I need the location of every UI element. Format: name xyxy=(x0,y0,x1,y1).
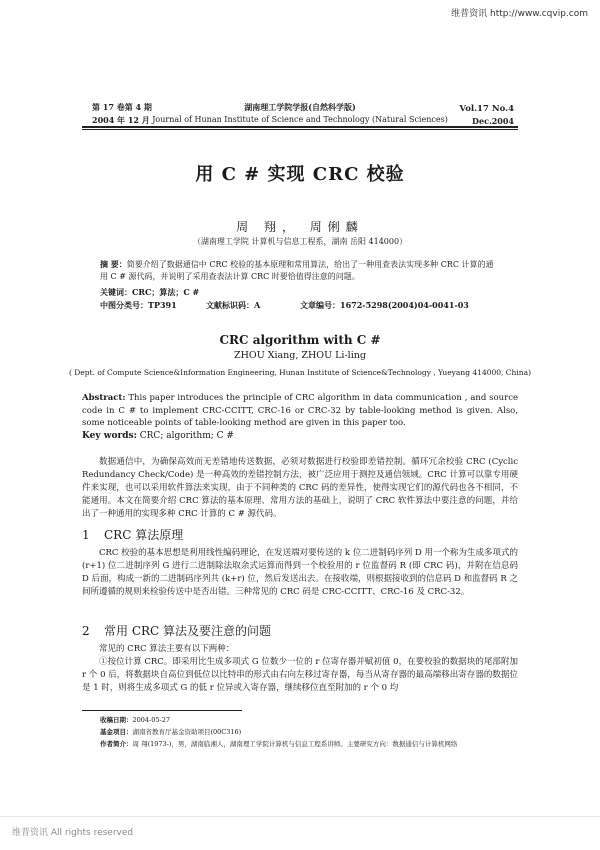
section-1-body xyxy=(82,547,518,599)
authors-en: ZHOU Xiang, ZHOU Li-ling xyxy=(234,350,366,361)
keywords-en xyxy=(82,431,234,441)
abstract-en xyxy=(82,392,518,430)
watermark-top: 维普资讯 http://www.cqvip.com xyxy=(451,9,588,19)
doc-code xyxy=(206,300,260,311)
keywords-zh xyxy=(100,286,500,298)
keywords-en-label: Key words: xyxy=(82,431,137,441)
article-number xyxy=(300,300,469,311)
page-title-en: CRC algorithm with C # xyxy=(219,333,381,347)
footnotes xyxy=(100,714,520,750)
abstract-en-label: Abstract: xyxy=(82,393,126,403)
doc-value: A xyxy=(254,300,261,310)
keywords-en-text: CRC; algorithm; C # xyxy=(139,431,234,441)
page-title-zh: 用 C # 实现 CRC 校验 xyxy=(195,164,405,185)
affiliation-en: ( Dept. of Compute Science&Information Engineering, Hunan Institute of Science&Technology , Yueyang 414000, China) xyxy=(68,368,531,377)
abstract-zh-text: 简要介绍了数据通信中 CRC 校验的基本原理和常用算法，给出了一种用查表法实现多种 CRC 计算的通用 C # 源代码，并说明了采用查表法计算 CRC 时要恰值得注意的问题。 xyxy=(100,260,494,281)
intro-paragraph xyxy=(82,456,518,521)
author-bio-label: 作者简介： xyxy=(100,740,133,748)
keywords-zh-text: CRC；算法；C # xyxy=(132,287,200,297)
section-2-paragraph: ①按位计算 CRC。即采用比生成多项式 G 位数少一位的 r 位寄存器并赋初值 0，在要校验的数据块的尾部附加 r 个 0 后，将数据块自高位到低位以比特串的形式由右向左移过寄存器，每当从寄存器的最高端移出寄存器的数据位是 1 时，则将生成多项式 G 的低 r 位异或入寄存器，继续移位直至附加的 r 个 0 均 xyxy=(82,657,518,693)
footnote-received xyxy=(100,714,520,726)
header-volume-zh: 第 17 卷第 4 期 xyxy=(92,102,152,112)
affiliation-zh: （湖南理工学院 计算机与信息工程系，湖南 岳阳 414000） xyxy=(192,237,408,246)
received-label: 收稿日期： xyxy=(100,716,133,724)
clc-label: 中图分类号： xyxy=(100,300,148,310)
section-2-number: 2 xyxy=(82,624,90,638)
section-1-heading xyxy=(82,526,183,543)
abstract-en-text: This paper introduces the principle of CRC algorithm in data communication , and source code in C # to implement CRC-CCITT, CRC-16 or CRC-32 by table-looking method is given. Also, some noticeable points of table-looking method are given in this paper too. xyxy=(82,393,518,428)
section-1-number: 1 xyxy=(82,528,90,542)
header-date-en: Dec.2004 xyxy=(472,116,514,126)
abstract-zh-label: 摘 要： xyxy=(100,259,127,269)
footnote-fund xyxy=(100,726,520,738)
keywords-zh-label: 关键词： xyxy=(100,287,132,297)
intro-text: 数据通信中，为确保高效而无差错地传送数据，必须对数据进行校验即差错控制。循环冗余校验 CRC (Cyclic Redundancy Check/Code) 是一种高效的差错控制方法，被广泛应用于测控及通信领域。CRC 计算可以靠专用硬件来实现，也可以采用软件算法来实现，由于不同种类的 CRC 码的差异性，使得实现它们的源代码也各不相同，不能通用。本文在简要介绍 CRC 算法的基本原理、常用方法的基础上，说明了 CRC 软件算法中要注意的问题，并给出了一种通用的实现多种 CRC 计算的 C # 源代码。 xyxy=(82,457,518,519)
section-2-heading xyxy=(82,622,271,639)
abstract-zh xyxy=(100,258,500,283)
section-2-intro: 常见的 CRC 算法主要有以下两种： xyxy=(99,644,235,654)
bottom-divider xyxy=(0,816,600,817)
header-journal-en: Journal of Hunan Institute of Science and Technology (Natural Sciences) xyxy=(152,115,448,124)
header-volume-en: Vol.17 No.4 xyxy=(459,104,514,114)
footnote-rule xyxy=(82,710,242,711)
section-2-body xyxy=(82,643,518,695)
section-1-text: CRC 校验的基本思想是利用线性编码理论，在发送端对要传送的 k 位二进制码序列 D 用一个称为生成多项式的 (r+1) 位二进制序列 G 进行二进制除法取余式运算而得到一个校验用的 r 位监督码 R (即 CRC 码)，并附在信息码 D 后面，构成一新的二进制码序列共 (k+r) 位，然后发送出去。在接收端，则根据接收到的信息码 D 和监督码 R 之间所遵循的规则来检验传送中是否出错。三种常见的 CRC 码是 CRC-CCITT、CRC-16 及 CRC-32。 xyxy=(82,548,518,597)
section-2-title: 常用 CRC 算法及要注意的问题 xyxy=(104,624,272,638)
header-rule xyxy=(82,126,518,128)
clc-number xyxy=(100,300,177,311)
doc-label: 文献标识码： xyxy=(206,300,254,310)
author-bio-value: 周 翔(1973-)，男，湖南临湘人，湖南理工学院计算机与信息工程系讲师。主要研究方向：数据通信与计算机网络 xyxy=(132,740,458,748)
article-value: 1672-5298(2004)04-0041-03 xyxy=(340,300,469,310)
watermark-bottom: 维普资讯 All rights reserved xyxy=(12,828,134,838)
fund-label: 基金项目： xyxy=(100,728,133,736)
clc-value: TP391 xyxy=(148,300,177,310)
authors-zh: 周 翔， 周俐麟 xyxy=(236,220,364,234)
received-value: 2004-05-27 xyxy=(132,716,170,724)
header-rule-thin xyxy=(82,129,518,130)
fund-value: 湖南省教育厅基金资助项目(00C316) xyxy=(132,728,242,736)
header-journal-zh: 湖南理工学院学报(自然科学版) xyxy=(244,102,356,112)
header-date-zh: 2004 年 12 月 xyxy=(92,115,150,125)
footnote-author xyxy=(100,738,520,750)
article-label: 文章编号： xyxy=(300,300,340,310)
section-1-title: CRC 算法原理 xyxy=(104,528,184,542)
